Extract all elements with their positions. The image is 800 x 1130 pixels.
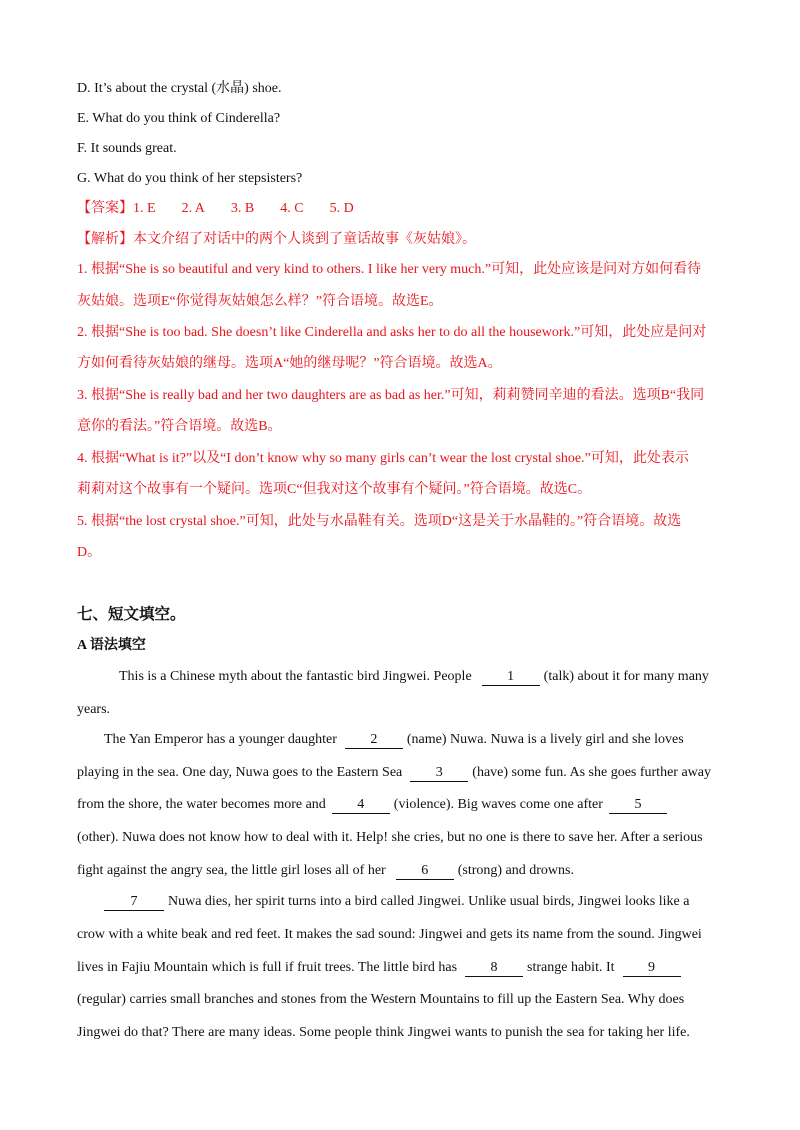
passage-line	[77, 958, 730, 978]
analysis-line: 4. 根据“What is it?”以及“I don’t know why so many girls can’t wear the lost crystal shoe.”可知，此处表示	[77, 451, 689, 466]
passage-text: playing in the sea. One day, Nuwa goes to the Eastern Sea	[77, 765, 403, 780]
blank-1[interactable]: 1	[482, 669, 540, 686]
passage-line: (other). Nuwa does not know how to deal with it. Help! she cries, but no one is there to save her. After a serious	[77, 830, 703, 845]
blank-7[interactable]: 7	[104, 894, 164, 911]
passage-line	[77, 861, 730, 881]
blank-8[interactable]: 8	[465, 960, 523, 977]
analysis-line: 2. 根据“She is too bad. She doesn’t like Cinderella and asks her to do all the housework.”可知，此处应是问对	[77, 325, 707, 340]
analysis-line: D。	[77, 545, 102, 560]
passage-line: years.	[77, 702, 111, 717]
passage-line: crow with a white beak and red feet. It makes the sad sound: Jingwei and gets its name from the sound. Jingwei	[77, 927, 702, 942]
answer-line	[77, 199, 730, 219]
passage-text: The Yan Emperor has a younger daughter	[104, 732, 337, 747]
blank-3[interactable]: 3	[410, 765, 468, 782]
option-f: F. It sounds great.	[77, 141, 177, 156]
answer-item: 2. A	[181, 201, 205, 216]
analysis-intro: 【解析】本文介绍了对话中的两个人谈到了童话故事《灰姑娘》。	[77, 232, 476, 247]
passage-line	[77, 763, 730, 783]
passage-line: (regular) carries small branches and stones from the Western Mountains to fill up the Eastern Sea. Why does	[77, 992, 685, 1007]
analysis-line: 1. 根据“She is so beautiful and very kind to others. I like her very much.”可知，此处应该是问对方如何看待	[77, 262, 702, 277]
blank-9[interactable]: 9	[623, 960, 681, 977]
analysis-line: 意你的看法。”符合语境。故选B。	[77, 419, 282, 434]
passage-text: from the shore, the water becomes more and	[77, 797, 326, 812]
answer-item: 3. B	[230, 201, 255, 216]
passage-line	[77, 795, 730, 815]
passage-text: (strong) and drowns.	[457, 863, 574, 878]
blank-2[interactable]: 2	[345, 732, 403, 749]
analysis-line: 灰姑娘。选项E“你觉得灰姑娘怎么样？”符合语境。故选E。	[77, 294, 443, 309]
answer-item: 5. D	[329, 201, 354, 216]
analysis-line: 方如何看待灰姑娘的继母。选项A“她的继母呢？”符合语境。故选A。	[77, 356, 502, 371]
blank-5[interactable]: 5	[609, 797, 667, 814]
section-title: 七、短文填空。	[77, 606, 186, 623]
passage-text: fight against the angry sea, the little girl loses all of her	[77, 863, 386, 878]
passage-text: (violence). Big waves come one after	[393, 797, 603, 812]
blank-6[interactable]: 6	[396, 863, 454, 880]
blank-4[interactable]: 4	[332, 797, 390, 814]
passage-text: (name) Nuwa. Nuwa is a lively girl and she loves	[406, 732, 684, 747]
section-subtitle: A 语法填空	[77, 638, 146, 653]
option-d: D. It’s about the crystal (水晶) shoe.	[77, 81, 282, 96]
passage-text: This is a Chinese myth about the fantastic bird Jingwei. People	[119, 669, 472, 684]
passage-text: (have) some fun. As she goes further away	[472, 765, 711, 780]
answer-label: 【答案】	[77, 201, 133, 216]
passage-text: lives in Fajiu Mountain which is full if fruit trees. The little bird has	[77, 960, 458, 975]
option-g: G. What do you think of her stepsisters?	[77, 171, 303, 186]
passage-line	[119, 667, 730, 687]
passage-text: Nuwa dies, her spirit turns into a bird called Jingwei. Unlike usual birds, Jingwei looks like a	[168, 894, 690, 909]
passage-line	[104, 730, 730, 750]
analysis-line: 3. 根据“She is really bad and her two daughters are as bad as her.”可知，莉莉赞同辛迪的看法。选项B“我同	[77, 388, 705, 403]
passage-line	[104, 892, 730, 912]
answer-item: 4. C	[280, 201, 304, 216]
passage-text: (talk) about it for many many	[543, 669, 709, 684]
passage-line: Jingwei do that? There are many ideas. Some people think Jingwei wants to punish the sea for taking her life.	[77, 1025, 690, 1040]
option-e: E. What do you think of Cinderella?	[77, 111, 281, 126]
analysis-line: 莉莉对这个故事有一个疑问。选项C“但我对这个故事有个疑问。”符合语境。故选C。	[77, 482, 592, 497]
answer-item: 1. E	[133, 201, 156, 216]
analysis-line: 5. 根据“the lost crystal shoe.”可知，此处与水晶鞋有关。选项D“这是关于水晶鞋的。”符合语境。故选	[77, 514, 682, 529]
passage-text: strange habit. It	[527, 960, 615, 975]
